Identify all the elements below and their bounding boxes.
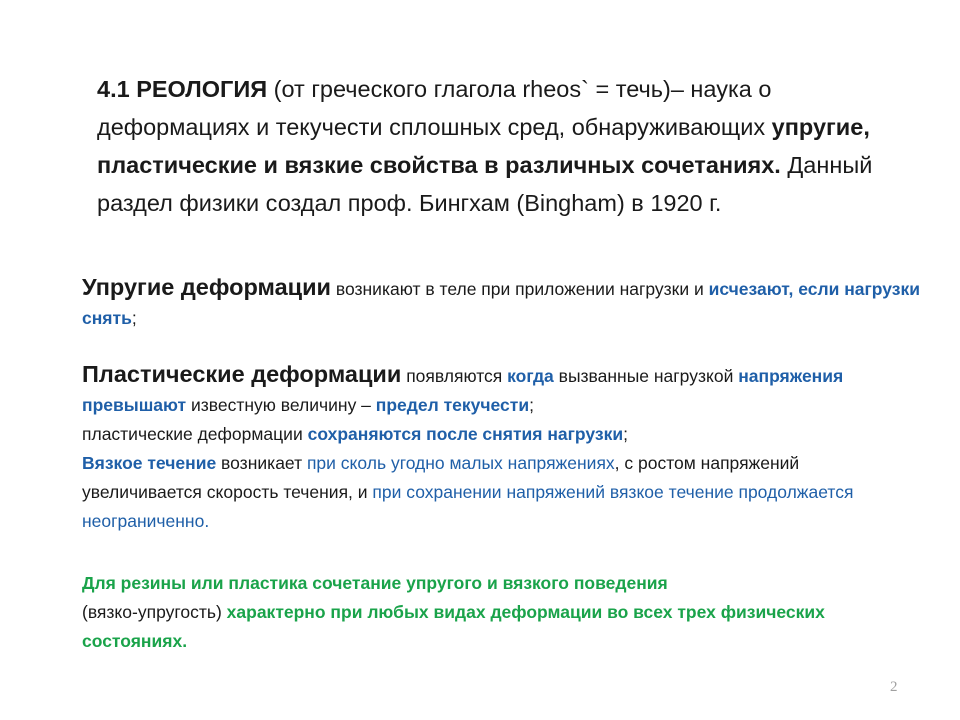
elastic-text: возникают в теле при приложении нагрузки и bbox=[331, 279, 709, 299]
viscous-highlight-1: при сколь угодно малых напряжениях bbox=[306, 453, 615, 473]
plastic-paragraph bbox=[82, 360, 922, 420]
plastic-text-4: ; bbox=[529, 395, 534, 415]
slide-number: 2 bbox=[890, 679, 898, 695]
etymology-text: (от греческого глагола rheos` = течь)– наука о деформациях и текучести сплошных сред, обнаруживающих bbox=[97, 76, 772, 140]
rubber-highlight-1: Для резины или пластика сочетание упругого и вязкого поведения bbox=[82, 573, 668, 593]
section-title: 4.1 РЕОЛОГИЯ bbox=[97, 76, 268, 102]
elastic-end: ; bbox=[131, 308, 137, 328]
rubber-paragraph bbox=[82, 569, 922, 656]
plastic-persist-paragraph bbox=[82, 420, 922, 449]
plastic-text-2: вызванные нагрузкой bbox=[553, 366, 739, 386]
viscous-highlight-2: при сохранении напряжений вязкое течение продолжается неограниченно. bbox=[82, 482, 854, 531]
plastic-text-1: появляются bbox=[401, 366, 508, 386]
viscous-paragraph bbox=[82, 449, 922, 536]
plastic-highlight-2: напряжения превышают bbox=[82, 366, 844, 415]
rubber-highlight-2: характерно при любых видах деформации во всех трех физических состояниях. bbox=[82, 602, 825, 651]
plastic-highlight-1: когда bbox=[507, 366, 554, 386]
elastic-paragraph bbox=[82, 273, 922, 333]
history-text: Данный раздел физики создал проф. Бингхам (Bingham) в 1920 г. bbox=[97, 152, 873, 216]
elastic-highlight: исчезают, если нагрузки снять bbox=[82, 279, 920, 328]
plastic-heading: Пластические деформации bbox=[82, 361, 402, 387]
rubber-text-1: (вязко-упругость) bbox=[82, 602, 227, 622]
properties-text: упругие, пластические и вязкие свойства в различных сочетаниях. bbox=[97, 114, 870, 178]
viscous-heading: Вязкое течение bbox=[82, 453, 217, 473]
viscous-text-2: , с ростом напряжений увеличивается скорость течения, и bbox=[82, 453, 800, 502]
plastic-viscous-section bbox=[82, 360, 922, 536]
intro-paragraph bbox=[97, 70, 927, 222]
plastic-text-5: пластические деформации bbox=[82, 424, 308, 444]
plastic-text-6: ; bbox=[623, 424, 628, 444]
plastic-text-3: известную величину – bbox=[186, 395, 376, 415]
plastic-highlight-4: сохраняются после снятия нагрузки bbox=[307, 424, 624, 444]
plastic-highlight-3: предел текучести bbox=[375, 395, 530, 415]
viscous-text-1: возникает bbox=[216, 453, 307, 473]
elastic-heading: Упругие деформации bbox=[82, 274, 331, 300]
